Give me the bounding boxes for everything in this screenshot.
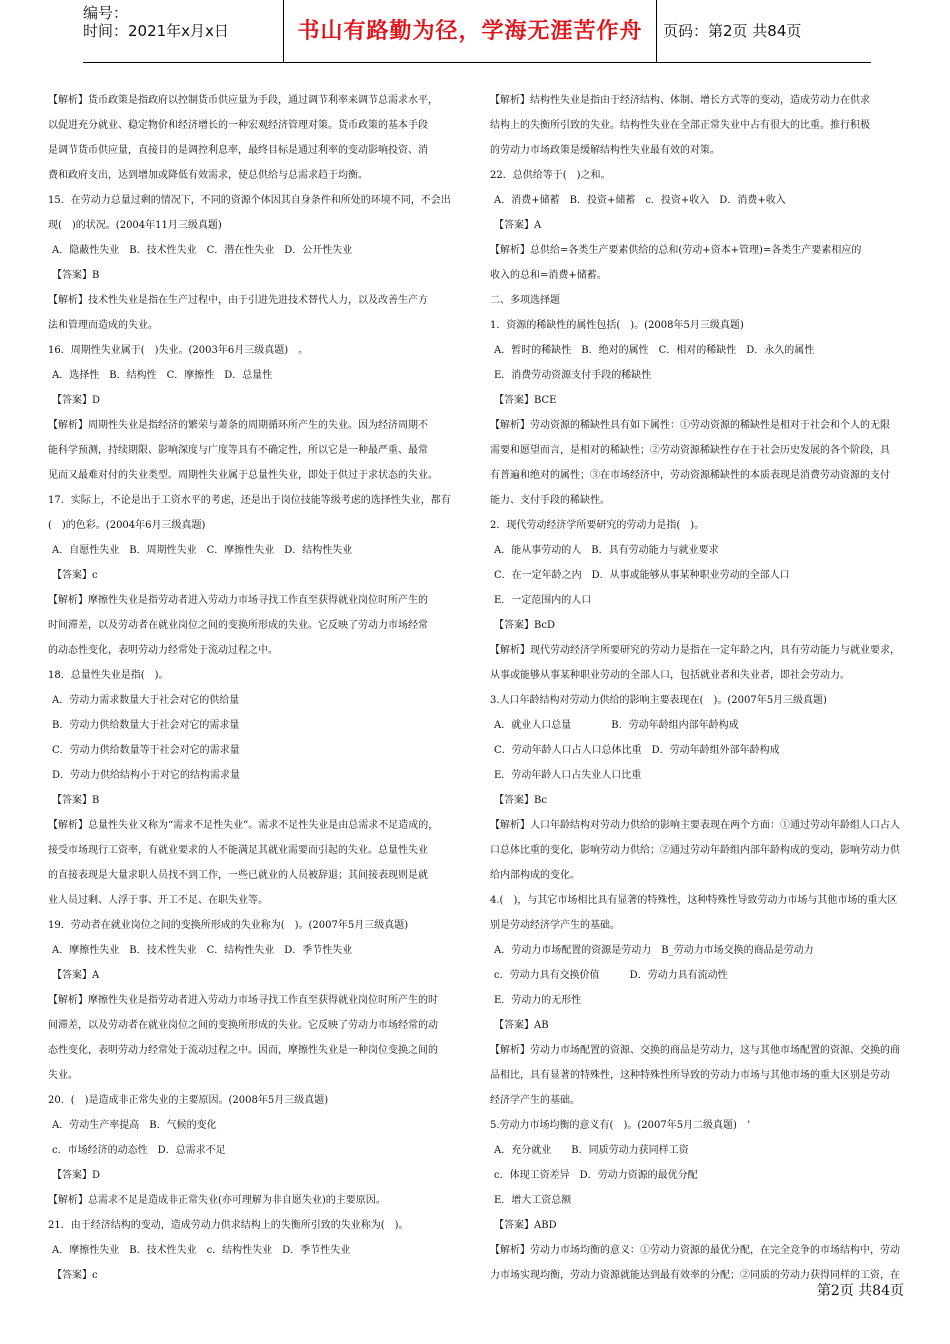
text-line: 【答案】B xyxy=(52,795,100,806)
text-line: 1．资源的稀缺性的属性包括( )。(2008年5月三级真题) xyxy=(490,320,744,331)
text-line: C．在一定年龄之内 D．从事或能够从事某种职业劳动的全部人口 xyxy=(494,570,790,581)
text-line: A．摩擦性失业 B．技术性失业 C．结构性失业 D．季节性失业 xyxy=(52,945,353,956)
text-line: A．选择性 B．结构性 C．摩擦性 D．总量性 xyxy=(52,370,273,381)
text-line: 【解析】劳动资源的稀缺性具有如下属性：①劳动资源的稀缺性是相对于社会和个人的无限 xyxy=(490,420,890,431)
text-line: 【答案】AB xyxy=(494,1020,549,1031)
text-line: 21．由于经济结构的变动，造成劳动力供求结构上的失衡所引致的失业称为( )。 xyxy=(48,1220,409,1231)
text-line: 给内部构成的变化。 xyxy=(490,870,580,881)
text-line: A．隐蔽性失业 B．技术性失业 C．潜在性失业 D．公开性失业 xyxy=(52,245,353,256)
text-line: A．消费+储蓄 B．投资+储蓄 c．投资+收入 D．消费+收入 xyxy=(494,195,786,206)
text-line: 【解析】结构性失业是指由于经济结构、体制、增长方式等的变动，造成劳动力在供求 xyxy=(490,95,870,106)
text-line: C．劳动力供给数量等于社会对它的需求量 xyxy=(52,745,240,756)
text-line: 5.劳动力市场均衡的意义有( )。(2007年5月二级真题) ’ xyxy=(490,1120,751,1131)
text-line: 20．( )是造成非正常失业的主要原因。(2008年5月三级真题) xyxy=(48,1095,329,1106)
header-motto: 书山有路勤为径，学海无涯苦作舟 xyxy=(297,18,643,44)
text-line: 3.人口年龄结构对劳动力供给的影响主要表现在( )。(2007年5月三级真题) xyxy=(490,695,827,706)
doc-date: 时间：2021年x月x日 xyxy=(83,22,229,40)
text-line: 二、多项选择题 xyxy=(490,295,560,306)
text-line: 【答案】A xyxy=(494,220,542,231)
text-line: 17．实际上，不论是出于工资水平的考虑，还是出于岗位技能等级考虑的选择性失业，都有 xyxy=(48,495,451,506)
text-line: 力市场实现均衡，劳动力资源就能达到最有效率的分配；②同质的劳动力获得同样的工资，在 xyxy=(490,1270,900,1281)
text-line: 【答案】BCE xyxy=(494,395,557,406)
text-line: E．劳动年龄人口占失业人口比重 xyxy=(494,770,642,781)
text-line: c．劳动力具有交换价值 D．劳动力具有流动性 xyxy=(494,970,728,981)
text-line: 品相比，具有显著的特殊性，这种特殊性所导致的劳动力市场与其他市场的重大区别是劳动 xyxy=(490,1070,890,1081)
page-header xyxy=(83,0,871,63)
doc-number: 编号： xyxy=(83,4,129,22)
text-line: 的直接表现是大量求职人员找不到工作，一些已就业的人员被辞退；其间接表现则是就 xyxy=(48,870,428,881)
text-line: 经济学产生的基础。 xyxy=(490,1095,580,1106)
text-line: 别是劳动经济学产生的基础。 xyxy=(490,920,620,931)
header-meta xyxy=(83,0,283,66)
text-line: 间滞差，以及劳动者在就业岗位之间的变换所形成的失业。它反映了劳动力市场经常的动 xyxy=(48,1020,438,1031)
text-line: 【解析】人口年龄结构对劳动力供给的影响主要表现在两个方面：①通过劳动年龄组人口占人 xyxy=(490,820,900,831)
text-line: 22．总供给等于( )之和。 xyxy=(490,170,611,181)
header-page-number: 页码：第2页 共84页 xyxy=(663,22,802,40)
text-line: 是调节货币供应量，直接目的是调控利息率，最终目标是通过利率的变动影响投资、消 xyxy=(48,145,428,156)
text-line: E．一定范围内的人口 xyxy=(494,595,592,606)
text-line: E．增大工资总额 xyxy=(494,1195,572,1206)
text-line: 有普遍和绝对的属性；③在市场经济中，劳动资源稀缺性的本质表现是消费劳动资源的支付 xyxy=(490,470,890,481)
text-line: 【答案】ABD xyxy=(494,1220,557,1231)
text-line: 16．周期性失业属于( )失业。(2003年6月三级真题) 。 xyxy=(48,345,309,356)
text-line: A．劳动生产率提高 B．气候的变化 xyxy=(52,1120,217,1131)
text-line: A．劳动力市场配置的资源是劳动力 B_劳动力市场交换的商品是劳动力 xyxy=(494,945,814,956)
text-line: 能力、支付手段的稀缺性。 xyxy=(490,495,610,506)
text-line: 态性变化，表明劳动力经常处于流动过程之中。因而，摩擦性失业是一种岗位变换之间的 xyxy=(48,1045,438,1056)
text-line: 能科学预测，持续期限、影响深度与广度等具有不确定性，所以它是一种最严重、最常 xyxy=(48,445,428,456)
text-line: 【解析】劳动力市场均衡的意义：①劳动力资源的最优分配，在完全竞争的市场结构中，劳动 xyxy=(490,1245,900,1256)
text-line: 失业。 xyxy=(48,1070,78,1081)
left-column xyxy=(48,88,468,1288)
text-line: 【解析】总供给=各类生产要素供给的总和(劳动+资本+管理)=各类生产要素相应的 xyxy=(490,245,862,256)
text-line: 收入的总和=消费+储蓄。 xyxy=(490,270,607,281)
text-line: 【答案】D xyxy=(52,1170,101,1181)
text-line: 【答案】c xyxy=(52,570,98,581)
text-line: 【答案】B xyxy=(52,270,100,281)
text-line: A．摩擦性失业 B．技术性失业 c．结构性失业 D．季节性失业 xyxy=(52,1245,351,1256)
page-footer: 第2页 共84页 xyxy=(816,1283,904,1299)
text-line: A．能从事劳动的人 B．具有劳动能力与就业要求 xyxy=(494,545,719,556)
text-line: 15．在劳动力总量过剩的情况下，不同的资源个体因其自身条件和所处的环境不同，不会出 xyxy=(48,195,451,206)
text-line: 【答案】D xyxy=(52,395,101,406)
text-line: 的劳动力市场政策是缓解结构性失业最有效的对策。 xyxy=(490,145,720,156)
text-line: D．劳动力供给结构小于对它的结构需求量 xyxy=(52,770,241,781)
text-line: 4.( )，与其它市场相比具有显著的特殊性，这种特殊性导致劳动力市场与其他市场的重大区 xyxy=(490,895,898,906)
text-line: 【解析】周期性失业是指经济的繁荣与萧条的周期循环所产生的失业。因为经济周期不 xyxy=(48,420,428,431)
text-line: 【解析】技术性失业是指在生产过程中，由于引进先进技术替代人力，以及改善生产方 xyxy=(48,295,428,306)
text-line: 见而又最难对付的失业类型。周期性失业属于总量性失业，即处于供过于求状态的失业。 xyxy=(48,470,438,481)
text-line: 【解析】现代劳动经济学所要研究的劳动力是指在一定年龄之内，具有劳动能力与就业要求， xyxy=(490,645,900,656)
text-line: 业人员过剩、人浮于事、开工不足、在职失业等。 xyxy=(48,895,268,906)
text-line: 19．劳动者在就业岗位之间的变换所形成的失业称为( )。(2007年5月三级真题) xyxy=(48,920,409,931)
text-line: C．劳动年龄人口占人口总体比重 D．劳动年龄组外部年龄构成 xyxy=(494,745,780,756)
text-line: 【解析】摩擦性失业是指劳动者进入劳动力市场寻找工作直至获得就业岗位时所产生的时 xyxy=(48,995,438,1006)
text-line: 的动态性变化，表明劳动力经常处于流动过程之中。 xyxy=(48,645,278,656)
right-column xyxy=(490,88,910,1288)
text-line: E．劳动力的无形性 xyxy=(494,995,582,1006)
text-line: 【解析】货币政策是指政府以控制货币供应量为手段，通过调节利率来调节总需求水平， xyxy=(48,95,438,106)
text-line: 接受市场现行工资率，有就业要求的人不能满足其就业需要而引起的失业。总量性失业 xyxy=(48,845,428,856)
text-line: 【解析】劳动力市场配置的资源、交换的商品是劳动力，这与其他市场配置的资源、交换的商 xyxy=(490,1045,900,1056)
text-line: ( )的色彩。(2004年6月三级真题) xyxy=(48,520,206,531)
text-line: A．就业人口总量 B．劳动年龄组内部年龄构成 xyxy=(494,720,739,731)
text-line: 以促进充分就业、稳定物价和经济增长的一种宏观经济管理对策。货币政策的基本手段 xyxy=(48,120,428,131)
text-line: 从事或能够从事某种职业劳动的全部人口，包括就业者和失业者，即社会劳动力。 xyxy=(490,670,850,681)
text-line: E．消费劳动资源支付手段的稀缺性 xyxy=(494,370,652,381)
header-motto-cell xyxy=(283,0,657,62)
text-line: 需要和愿望而言，是相对的稀缺性；②劳动资源稀缺性存在于社会历史发展的各个阶段，具 xyxy=(490,445,890,456)
text-line: 2．现代劳动经济学所要研究的劳动力是指( )。 xyxy=(490,520,705,531)
text-line: 结构上的失衡所引致的失业。结构性失业在全部正常失业中占有很大的比重。推行积极 xyxy=(490,120,870,131)
text-line: 【解析】摩擦性失业是指劳动者进入劳动力市场寻找工作直至获得就业岗位时所产生的 xyxy=(48,595,428,606)
text-line: A．充分就业 B．同质劳动力获同样工资 xyxy=(494,1145,689,1156)
text-line: 时间滞差，以及劳动者在就业岗位之间的变换所形成的失业。它反映了劳动力市场经常 xyxy=(48,620,428,631)
text-line: 【解析】总量性失业又称为“需求不足性失业”。需求不足性失业是由总需求不足造成的， xyxy=(48,820,439,831)
text-line: 【答案】BcD xyxy=(494,620,555,631)
text-line: B．劳动力供给数量大于社会对它的需求量 xyxy=(52,720,240,731)
text-line: 【答案】Bc xyxy=(494,795,547,806)
text-line: 【答案】c xyxy=(52,1270,98,1281)
text-line: c．体现工资差异 D．劳动力资源的最优分配 xyxy=(494,1170,698,1181)
text-line: 口总体比重的变化，影响劳动力供给；②通过劳动年龄组内部年龄构成的变动，影响劳动力供 xyxy=(490,845,900,856)
text-line: 【答案】A xyxy=(52,970,100,981)
text-line: A．劳动力需求数量大于社会对它的供给量 xyxy=(52,695,240,706)
text-line: A．自愿性失业 B．周期性失业 C．摩擦性失业 D．结构性失业 xyxy=(52,545,353,556)
text-line: 现( )的状况。(2004年11月三级真题) xyxy=(48,220,222,231)
text-line: 费和政府支出，达到增加或降低有效需求，使总供给与总需求趋于均衡。 xyxy=(48,170,368,181)
text-line: 18．总量性失业是指( )。 xyxy=(48,670,169,681)
text-line: A．暂时的稀缺性 B．绝对的属性 C．相对的稀缺性 D．永久的属性 xyxy=(494,345,815,356)
text-line: 【解析】总需求不足是造成非正常失业(亦可理解为非自愿失业)的主要原因。 xyxy=(48,1195,386,1206)
text-line: 法和管理而造成的失业。 xyxy=(48,320,158,331)
text-line: c．市场经济的动态性 D．总需求不足 xyxy=(52,1145,226,1156)
